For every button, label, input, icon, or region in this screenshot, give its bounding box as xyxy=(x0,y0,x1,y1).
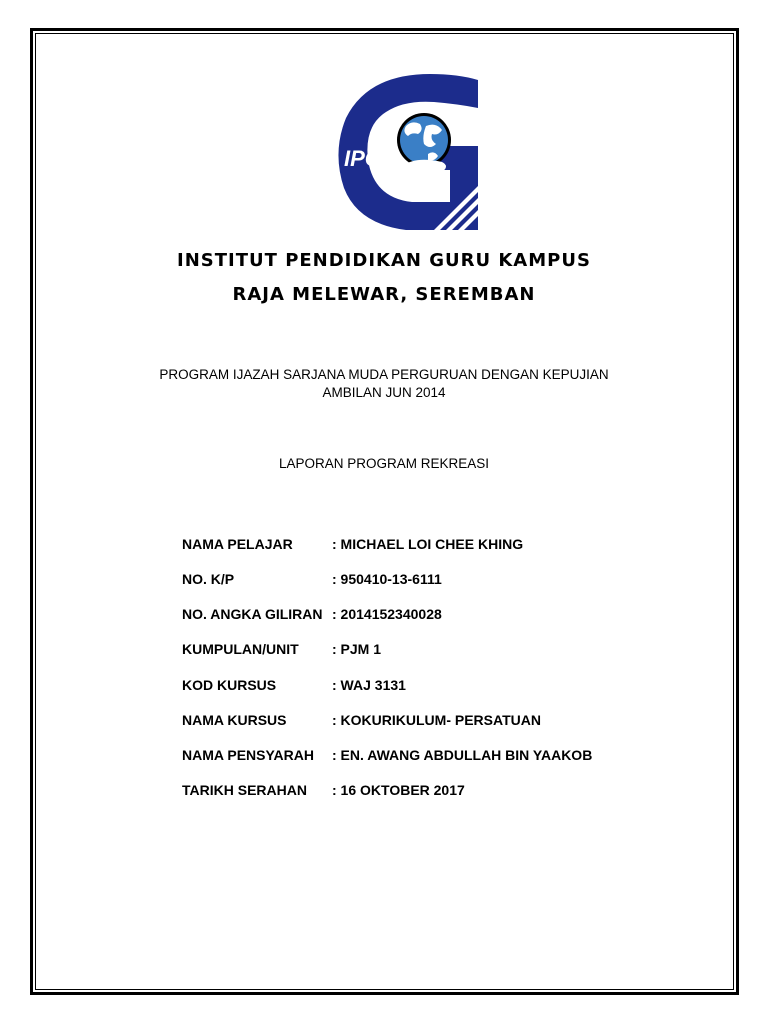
program-line1: PROGRAM IJAZAH SARJANA MUDA PERGURUAN DENGAN KEPUJIAN xyxy=(159,367,609,382)
info-label: NO. ANGKA GILIRAN xyxy=(182,606,323,622)
info-value: : 950410-13-6111 xyxy=(332,571,442,587)
info-row-tarikh-serahan xyxy=(182,782,465,798)
program-line2: AMBILAN JUN 2014 xyxy=(322,385,446,400)
info-label: NAMA PENSYARAH xyxy=(182,747,314,763)
info-value: : 2014152340028 xyxy=(332,606,442,622)
info-value: : WAJ 3131 xyxy=(332,677,406,693)
info-value: : KOKURIKULUM- PERSATUAN xyxy=(332,712,541,728)
info-row-no-angka-giliran xyxy=(182,606,442,622)
info-row-kumpulan-unit xyxy=(182,641,381,657)
info-label: NAMA PELAJAR xyxy=(182,536,293,552)
info-value: : PJM 1 xyxy=(332,641,382,657)
institution-title-line1: INSTITUT PENDIDIKAN GURU KAMPUS xyxy=(177,250,591,271)
logo-text: IPG xyxy=(344,146,382,171)
info-label: NO. K/P xyxy=(182,571,235,587)
info-value: : MICHAEL LOI CHEE KHING xyxy=(332,536,524,552)
info-label: TARIKH SERAHAN xyxy=(182,782,307,798)
report-title: LAPORAN PROGRAM REKREASI xyxy=(278,456,490,471)
info-row-no-kp xyxy=(182,571,442,587)
info-value: : 16 OKTOBER 2017 xyxy=(332,782,465,798)
info-row-kod-kursus xyxy=(182,677,406,693)
info-label: NAMA KURSUS xyxy=(182,712,287,728)
info-label: KOD KURSUS xyxy=(182,677,277,693)
ipg-logo xyxy=(338,74,482,230)
info-row-nama-pensyarah xyxy=(182,747,592,763)
info-row-nama-pelajar xyxy=(182,536,523,552)
info-row-nama-kursus xyxy=(182,712,541,728)
info-value: : EN. AWANG ABDULLAH BIN YAAKOB xyxy=(332,747,593,763)
info-label: KUMPULAN/UNIT xyxy=(182,641,299,657)
institution-title-line2: RAJA MELEWAR, SEREMBAN xyxy=(232,284,536,305)
